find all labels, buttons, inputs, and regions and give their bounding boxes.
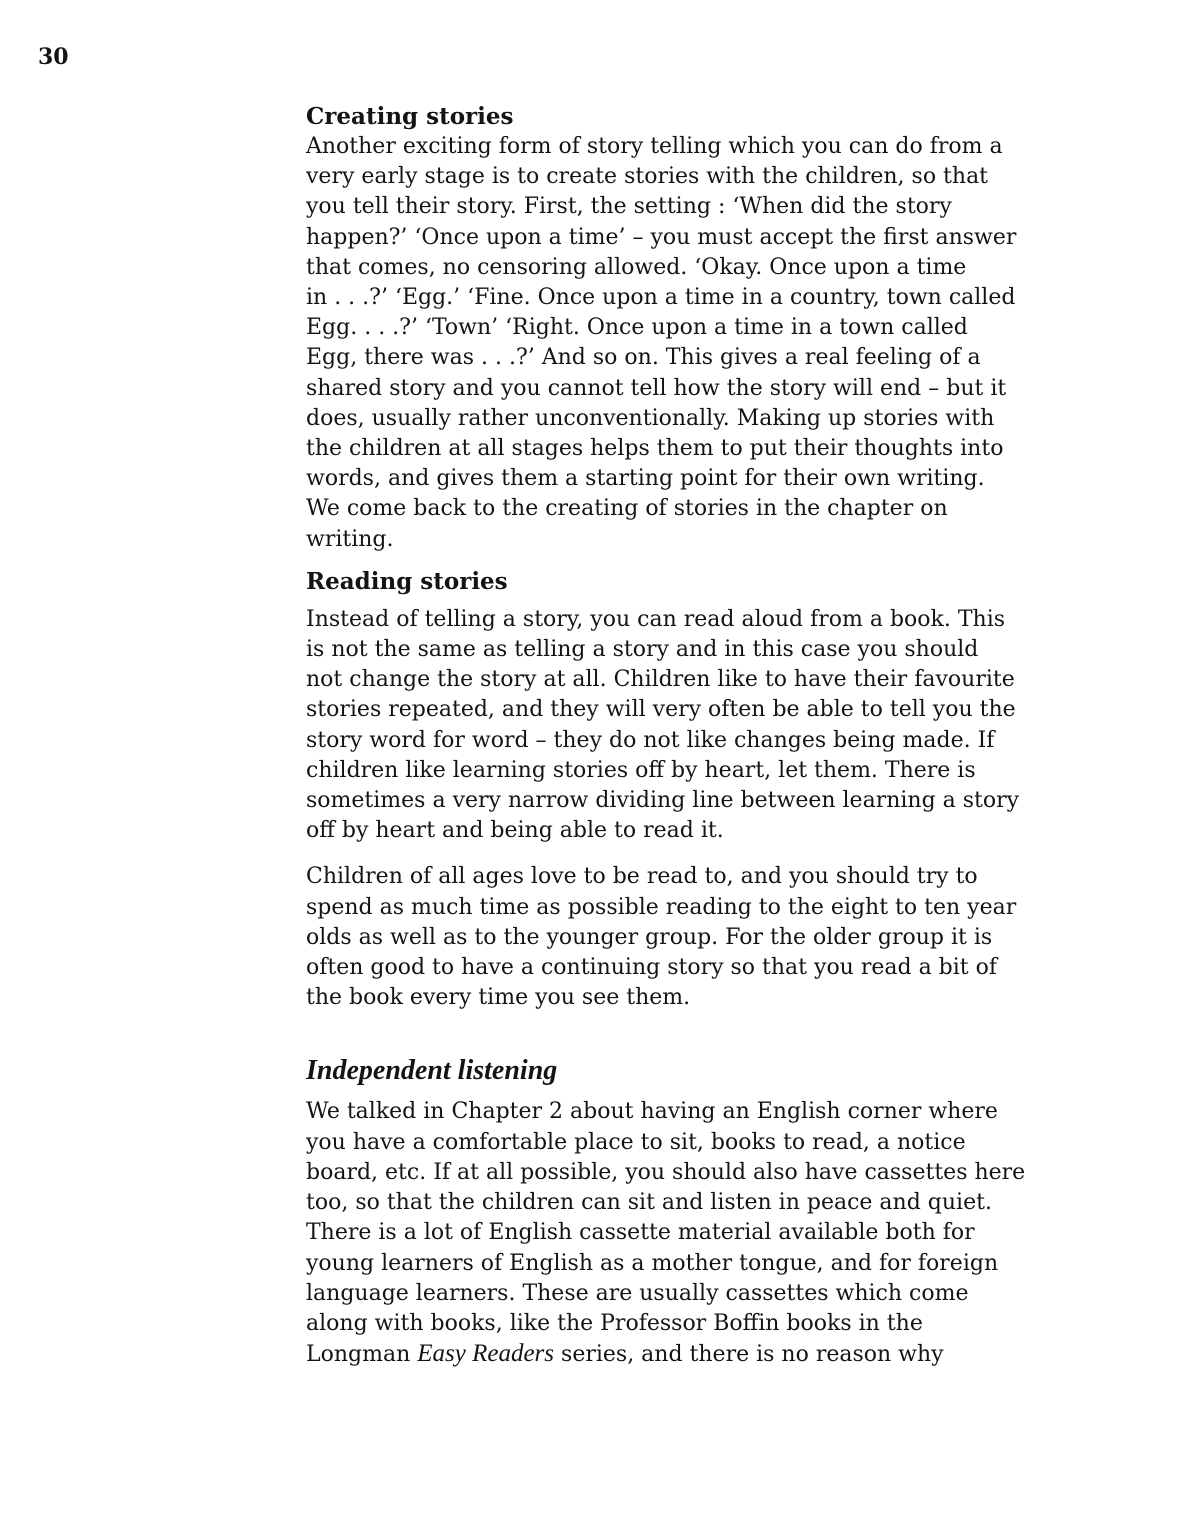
text-line: young learners of English as a mother tongue, and for foreign <box>306 1250 999 1276</box>
text-line: in . . .?’ ‘Egg.’ ‘Fine. Once upon a time in a country, town called <box>306 285 1016 311</box>
text-line: words, and gives them a starting point for their own writing. <box>306 466 985 492</box>
text-line: Egg, there was . . .?’ And so on. This gives a real feeling of a <box>306 345 981 371</box>
text-line: story word for word – they do not like changes being made. If <box>306 727 995 753</box>
paragraph-independent-listening <box>306 1097 1086 1370</box>
text-line: sometimes a very narrow dividing line between learning a story <box>306 788 1020 814</box>
text-line: often good to have a continuing story so that you read a bit of <box>306 955 998 981</box>
paragraph-creating-stories <box>306 132 1086 555</box>
text-line: that comes, no censoring allowed. ‘Okay. Once upon a time <box>306 254 967 280</box>
text-line: does, usually rather unconventionally. Making up stories with <box>306 405 995 431</box>
text-line: the book every time you see them. <box>306 985 691 1011</box>
text-column <box>306 100 1086 1370</box>
book-series-title: Easy Readers <box>417 1340 555 1368</box>
text-line: olds as well as to the younger group. For the older group it is <box>306 924 993 950</box>
text-line-last <box>306 1339 1086 1370</box>
text-line: board, etc. If at all possible, you should also have cassettes here <box>306 1159 1026 1185</box>
section-heading-creating-stories: Creating stories <box>306 103 514 130</box>
text-line: you have a comfortable place to sit, books to read, a notice <box>306 1129 966 1155</box>
text-line: We talked in Chapter 2 about having an English corner where <box>306 1099 998 1125</box>
paragraph-reading-stories-1 <box>306 605 1086 847</box>
text-line: you tell their story. First, the setting : ‘When did the story <box>306 194 952 220</box>
text-line: not change the story at all. Children like to have their favourite <box>306 667 1015 693</box>
text-line: Egg. . . .?’ ‘Town’ ‘Right. Once upon a time in a town called <box>306 315 968 341</box>
text-line: along with books, like the Professor Boffin books in the <box>306 1310 923 1336</box>
text-line: Another exciting form of story telling which you can do from a <box>306 134 1003 159</box>
text-line: happen?’ ‘Once upon a time’ – you must accept the first answer <box>306 224 1017 250</box>
text-line: too, so that the children can sit and listen in peace and quiet. <box>306 1190 992 1216</box>
text-fragment: series, and there is no reason why <box>554 1342 944 1368</box>
text-line: language learners. These are usually cassettes which come <box>306 1280 969 1306</box>
text-line: stories repeated, and they will very often be able to tell you the <box>306 697 1016 723</box>
text-line: the children at all stages helps them to put their thoughts into <box>306 436 1004 462</box>
text-line: Children of all ages love to be read to, and you should try to <box>306 864 978 890</box>
text-line: is not the same as telling a story and in this case you should <box>306 637 979 663</box>
text-line: There is a lot of English cassette material available both for <box>306 1220 975 1246</box>
text-line: spend as much time as possible reading to the eight to ten year <box>306 894 1017 920</box>
paragraph-reading-stories-2 <box>306 862 1086 1013</box>
text-line: We come back to the creating of stories in the chapter on <box>306 496 948 522</box>
text-line: writing. <box>306 526 394 552</box>
text-line: children like learning stories off by heart, let them. There is <box>306 757 976 783</box>
page-number: 30 <box>38 44 69 70</box>
text-fragment: Longman <box>306 1342 418 1368</box>
text-line: off by heart and being able to read it. <box>306 818 724 844</box>
text-line: shared story and you cannot tell how the story will end – but it <box>306 375 1007 401</box>
text-line: Instead of telling a story, you can read aloud from a book. This <box>306 606 1006 632</box>
section-heading-independent-listening: Independent listening <box>306 1055 558 1087</box>
section-heading-reading-stories: Reading stories <box>306 567 508 595</box>
text-line: very early stage is to create stories with the children, so that <box>306 164 989 190</box>
